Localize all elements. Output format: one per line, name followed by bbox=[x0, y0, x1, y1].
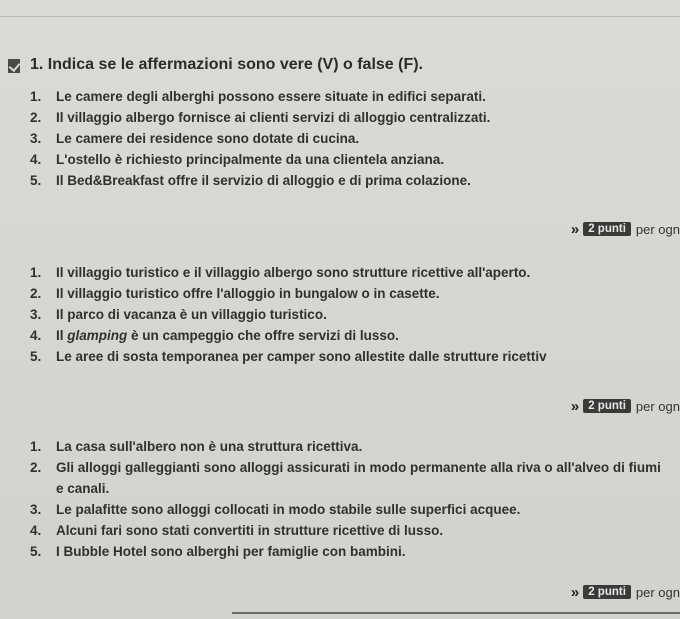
double-chevron-icon: » bbox=[570, 397, 580, 415]
statement-item bbox=[30, 499, 680, 520]
statement-group-2 bbox=[30, 262, 680, 367]
item-number: 2. bbox=[30, 460, 42, 475]
item-text: Le palafitte sono alloggi collocati in modo stabile sulle superfici acquee. bbox=[56, 502, 521, 517]
item-text: Gli alloggi galleggianti sono alloggi assicurati in modo permanente alla riva o all'alveo di fiumi e canali. bbox=[56, 460, 661, 496]
top-divider bbox=[0, 16, 680, 17]
item-text: Le camere dei residence sono dotate di cucina. bbox=[56, 131, 360, 146]
statement-item bbox=[30, 128, 680, 149]
statement-item bbox=[30, 457, 670, 499]
statement-item bbox=[30, 149, 680, 170]
item-text: L'ostello è richiesto principalmente da una clientela anziana. bbox=[56, 152, 445, 167]
item-number: 5. bbox=[30, 349, 42, 364]
item-number: 3. bbox=[30, 307, 42, 322]
statement-item bbox=[30, 283, 680, 304]
statement-item bbox=[30, 346, 680, 367]
item-number: 5. bbox=[30, 173, 42, 188]
statement-item bbox=[30, 170, 680, 191]
statement-item bbox=[30, 541, 680, 562]
double-chevron-icon: » bbox=[570, 583, 580, 601]
item-number: 3. bbox=[30, 502, 42, 517]
item-number: 1. bbox=[30, 439, 42, 454]
statement-group-1 bbox=[30, 86, 680, 191]
item-text: Il Bed&Breakfast offre il servizio di alloggio e di prima colazione. bbox=[56, 173, 471, 188]
item-text: Alcuni fari sono stati convertiti in strutture ricettive di lusso. bbox=[56, 523, 444, 538]
statement-group-3 bbox=[30, 436, 680, 562]
item-text: Il parco di vacanza è un villaggio turistico. bbox=[56, 307, 327, 322]
item-text: Le aree di sosta temporanea per camper sono allestite dalle strutture ricettiv bbox=[56, 349, 547, 364]
item-text: Il villaggio turistico e il villaggio albergo sono strutture ricettive all'aperto. bbox=[56, 265, 531, 280]
double-chevron-icon: » bbox=[570, 220, 580, 238]
points-badge: 2 punti bbox=[583, 585, 631, 599]
statement-item bbox=[30, 520, 680, 541]
item-text: Il villaggio albergo fornisce ai clienti servizi di alloggio centralizzati. bbox=[56, 110, 491, 125]
points-per-text: per ogn bbox=[635, 584, 680, 600]
item-text: I Bubble Hotel sono alberghi per famiglie con bambini. bbox=[56, 544, 406, 559]
item-number: 4. bbox=[30, 328, 42, 343]
points-badge: 2 punti bbox=[583, 222, 631, 236]
statement-item bbox=[30, 107, 680, 128]
statement-item bbox=[30, 325, 680, 346]
score-label bbox=[571, 582, 680, 602]
item-number: 4. bbox=[30, 523, 42, 538]
item-number: 1. bbox=[30, 265, 42, 280]
item-text: Le camere degli alberghi possono essere situate in edifici separati. bbox=[56, 89, 486, 104]
item-text: La casa sull'albero non è una struttura ricettiva. bbox=[56, 439, 363, 454]
points-per-text: per ogn bbox=[635, 221, 680, 237]
statement-item bbox=[30, 436, 680, 457]
checkbox-icon bbox=[8, 59, 20, 73]
item-number: 3. bbox=[30, 131, 42, 146]
score-label bbox=[571, 396, 680, 416]
statement-item bbox=[30, 86, 680, 107]
item-number: 2. bbox=[30, 286, 42, 301]
item-number: 2. bbox=[30, 110, 42, 125]
bottom-divider bbox=[232, 612, 680, 614]
item-text: Il glamping è un campeggio che offre servizi di lusso. bbox=[56, 328, 399, 343]
score-label bbox=[571, 219, 680, 239]
statement-item bbox=[30, 304, 680, 325]
item-text: Il villaggio turistico offre l'alloggio in bungalow o in casette. bbox=[56, 286, 440, 301]
item-number: 1. bbox=[30, 89, 42, 104]
statement-item bbox=[30, 262, 680, 283]
exercise-title: 1. Indica se le affermazioni sono vere (V) o false (F). bbox=[30, 56, 423, 73]
item-number: 5. bbox=[30, 544, 42, 559]
points-per-text: per ogn bbox=[635, 398, 680, 414]
points-badge: 2 punti bbox=[583, 399, 631, 413]
item-number: 4. bbox=[30, 152, 42, 167]
